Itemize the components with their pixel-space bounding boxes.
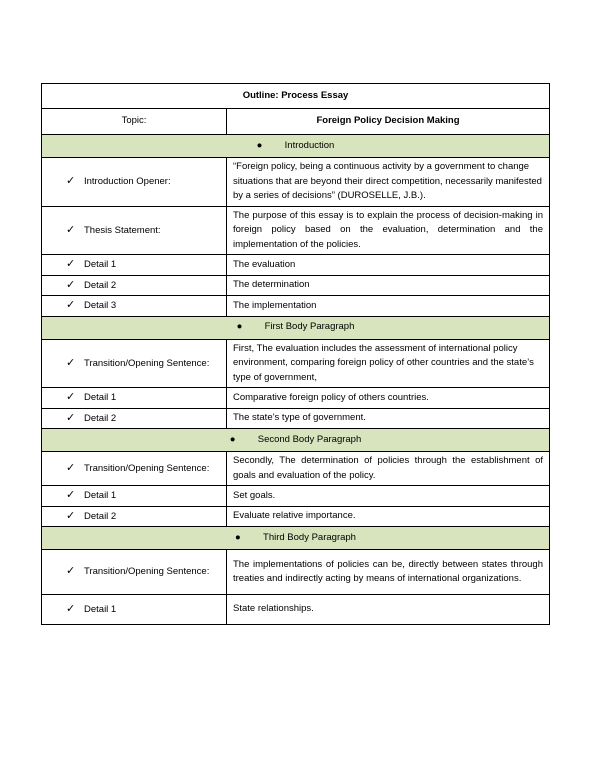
row-label: Detail 1 — [84, 603, 117, 615]
row-value: State relationships. — [227, 595, 550, 625]
topic-label: Topic: — [42, 109, 227, 135]
section-header-third-body — [42, 527, 550, 550]
row-value: The implementations of policies can be, directly between states through treaties and indirectly acting by means of international organizations. — [227, 550, 550, 595]
row-value: Secondly, The determination of policies through the establishment of goals and evaluation of the policy. — [227, 452, 550, 486]
title-row — [42, 84, 550, 109]
row-value: “Foreign policy, being a continuous activity by a government to change situations that are beyond their direct competition, necessarily manifested by a series of decisions” (DUROSELLE, J.B.). — [227, 158, 550, 207]
row-label: Transition/Opening Sentence: — [84, 566, 210, 578]
table-row — [42, 339, 550, 388]
check-icon: ✓ — [66, 411, 76, 424]
row-label: Transition/Opening Sentence: — [84, 357, 210, 369]
table-row — [42, 550, 550, 595]
check-icon: ✓ — [66, 175, 76, 187]
bullet-icon: ● — [235, 531, 241, 543]
bullet-icon: ● — [229, 433, 236, 445]
outline-table — [41, 83, 550, 625]
row-label: Detail 1 — [84, 490, 117, 501]
table-row — [42, 275, 550, 296]
row-label: Introduction Opener: — [84, 176, 171, 187]
row-value: The evaluation — [227, 255, 550, 276]
section-heading: Second Body Paragraph — [257, 433, 362, 445]
row-label: Detail 3 — [84, 300, 117, 311]
table-row — [42, 506, 550, 527]
section-heading: First Body Paragraph — [264, 321, 355, 333]
check-icon: ✓ — [66, 602, 76, 615]
table-row — [42, 388, 550, 409]
check-icon: ✓ — [66, 258, 76, 270]
table-row — [42, 486, 550, 507]
bullet-icon: ● — [236, 321, 243, 333]
row-value: Set goals. — [227, 486, 550, 507]
row-label: Detail 2 — [84, 279, 117, 291]
check-icon: ✓ — [66, 565, 76, 578]
row-label: Transition/Opening Sentence: — [84, 462, 210, 474]
topic-row — [42, 109, 550, 135]
topic-value: Foreign Policy Decision Making — [227, 109, 550, 135]
table-row — [42, 206, 550, 255]
row-value: The purpose of this essay is to explain the process of decision-making in foreign policy based on the evaluation, determination and the implementation of the policies. — [227, 206, 550, 255]
row-value: The determination — [227, 275, 550, 296]
row-value: First, The evaluation includes the assessment of international policy environment, comparing foreign policy of other countries and the state’s type of government, — [227, 339, 550, 388]
check-icon: ✓ — [66, 391, 76, 403]
section-header-introduction — [42, 135, 550, 158]
check-icon: ✓ — [66, 509, 76, 522]
check-icon: ✓ — [66, 356, 76, 369]
outline-title: Outline: Process Essay — [42, 84, 550, 109]
check-icon: ✓ — [66, 461, 76, 474]
table-row — [42, 158, 550, 207]
section-header-second-body — [42, 429, 550, 452]
row-value: Evaluate relative importance. — [227, 506, 550, 527]
section-heading: Introduction — [284, 139, 335, 151]
row-label: Detail 1 — [84, 392, 117, 403]
section-header-first-body — [42, 316, 550, 339]
check-icon: ✓ — [66, 299, 76, 311]
check-icon: ✓ — [66, 223, 76, 236]
check-icon: ✓ — [66, 489, 76, 501]
row-label: Thesis Statement: — [84, 224, 161, 236]
section-heading: Third Body Paragraph — [263, 531, 356, 543]
check-icon: ✓ — [66, 278, 76, 291]
bullet-icon: ● — [256, 139, 263, 151]
row-value: The implementation — [227, 296, 550, 317]
row-value: Comparative foreign policy of others countries. — [227, 388, 550, 409]
row-label: Detail 1 — [84, 259, 117, 270]
row-label: Detail 2 — [84, 412, 117, 424]
table-row — [42, 595, 550, 625]
table-row — [42, 452, 550, 486]
row-value: The state’s type of government. — [227, 408, 550, 429]
row-label: Detail 2 — [84, 510, 117, 522]
table-row — [42, 255, 550, 276]
table-row — [42, 296, 550, 317]
table-row — [42, 408, 550, 429]
